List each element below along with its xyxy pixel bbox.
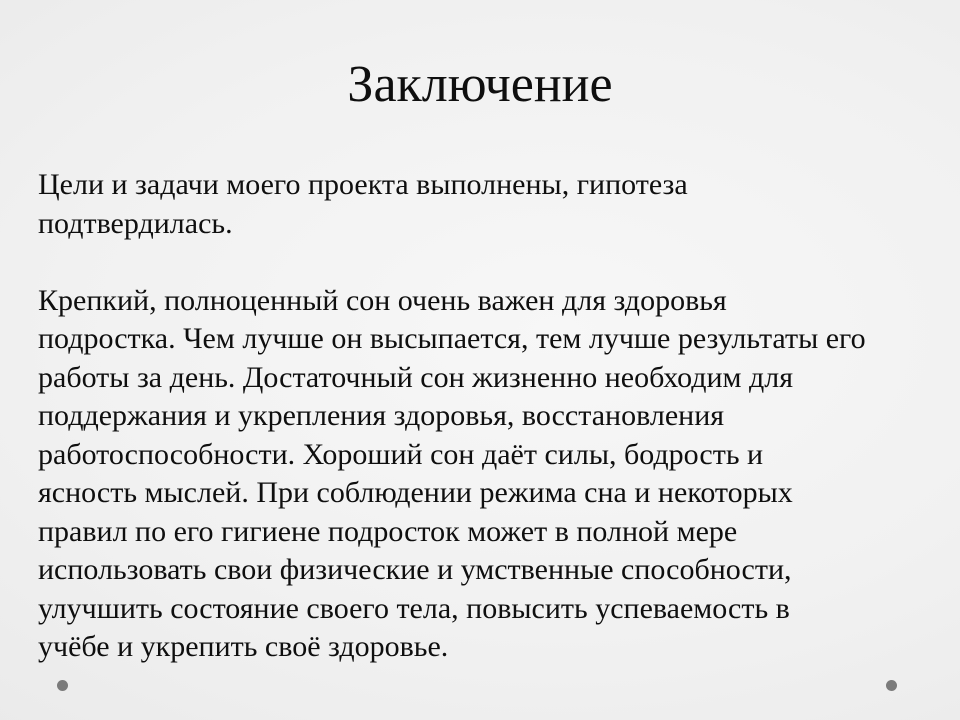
text-line: подростка. Чем лучше он высыпается, тем лучше результаты его [38,322,866,355]
slide-title: Заключение [347,56,613,113]
text-line: работы за день. Достаточный сон жизненно необходим для [38,360,794,394]
text-line: улучшить состояние своего тела, повысить успеваемость в [38,591,790,625]
text-line: Крепкий, полноценный сон очень важен для здоровья [38,283,727,317]
decorative-dot-left-icon [57,680,68,691]
slide-body-text [38,166,938,667]
text-line: Цели и задачи моего проекта выполнены, гипотеза [38,168,688,201]
text-line: работоспособности. Хороший сон даёт силы, бодрость и [38,437,764,471]
text-line: поддержания и укрепления здоровья, восстановления [38,399,725,432]
text-line: подтвердилась. [38,206,233,240]
text-line: учёбе и укрепить своё здоровье. [38,630,449,663]
paragraph-1 [38,166,938,243]
text-line: использовать свои физические и умственные способности, [38,553,792,586]
text-line: правил по его гигиене подросток может в полной мере [38,514,738,548]
decorative-dot-right-icon [886,680,897,691]
text-line: ясность мыслей. При соблюдении режима сна и некоторых [38,476,793,509]
paragraph-2 [38,282,938,667]
